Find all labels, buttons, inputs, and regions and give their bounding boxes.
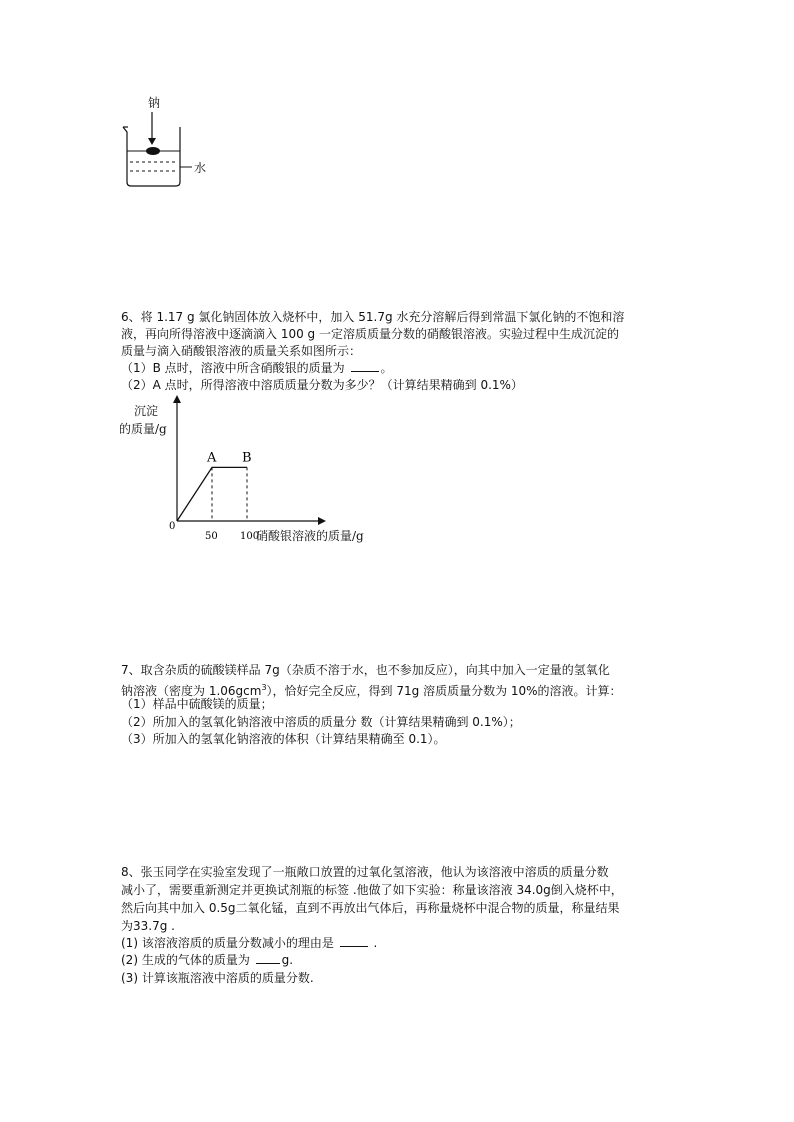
q8-line-4: 为33.7g . [121,919,175,933]
answer-blank[interactable] [351,360,379,372]
y-axis-label-line-1: 沉淀 [134,404,159,418]
x-axis-arrow [318,517,326,525]
y-axis-label-line-2: 的质量/g [119,422,167,436]
origin-label: 0 [169,521,176,532]
q8-sub-2-prefix: (2) 生成的气体的质量为 [121,953,254,967]
answer-blank[interactable] [340,935,368,947]
q8-sub-1 [121,935,377,952]
q6-sub-1-prefix: （1）B 点时，溶液中所含硝酸银的质量为 [121,361,349,375]
q8-line-2: 减小了，需要重新测定并更换试剂瓶的标签 .他做了如下实验：称量该溶液 34.0g倒入烧杯中， [121,883,623,897]
q8-sub-1-prefix: (1) 该溶液溶质的质量分数减小的理由是 [121,936,338,950]
beaker-drawing [118,94,218,194]
q7-line-2-suffix: ），恰好完全反应，得到 71g 溶质质量分数为 10%的溶液。计算： [266,684,622,698]
x-axis-label: 硝酸银溶液的质量/g [256,529,364,543]
x-tick-label: 100 [240,531,260,542]
q6-line-1: 6、将 1.17 g 氯化钠固体放入烧杯中，加入 51.7g 水充分溶解后得到常温下氯化钠的不饱和溶 [121,310,625,324]
q7-sub-3: （3）所加入的氢氧化钠溶液的体积（计算结果精确至 0.1）。 [121,732,446,746]
q7-line-2-sup: 3 [261,683,267,692]
q7-sub-1: （1）样品中硫酸镁的质量； [121,697,273,711]
q6-sub-1 [121,360,393,377]
precipitate-chart [110,392,410,552]
q7-line-1: 7、取含杂质的硫酸镁样品 7g（杂质不溶于水，也不参加反应），向其中加入一定量的氢氧化 [121,663,610,677]
sodium-label: 钠 [148,96,161,110]
q6-sub-1-suffix: 。 [380,361,393,375]
point-label-b: B [242,450,252,466]
q8-line-1: 8、张玉同学在实验室发现了一瓶敞口放置的过氧化氢溶液，他认为该溶液中溶质的质量分数 [121,865,609,879]
q8-sub-3: (3) 计算该瓶溶液中溶质的质量分数. [121,971,314,985]
q8-sub-2-suffix: g. [281,953,294,967]
water-label: 水 [194,161,207,175]
answer-blank[interactable] [256,952,280,964]
q7-sub-2: （2）所加入的氢氧化钠溶液中溶质的质量分 数（计算结果精确到 0.1%）； [121,715,521,729]
q6-line-3: 质量与滴入硝酸银溶液的质量关系如图所示： [121,344,362,358]
q8-line-3: 然后向其中加入 0.5g二氧化锰，直到不再放出气体后，再称量烧杯中混合物的质量，称量结果 [121,901,620,915]
x-tick-label: 50 [205,531,218,542]
point-label-a: A [207,450,217,466]
q7-line-2-prefix: 钠溶液（密度为 1.06gcm [121,684,262,698]
q6-line-2: 液，再向所得溶液中逐滴滴入 100 g 一定溶质质量分数的硝酸银溶液。实验过程中生成沉淀的 [121,327,619,341]
q8-sub-2 [121,952,293,969]
beaker-figure [118,94,218,194]
y-axis-arrow [173,395,181,403]
q8-sub-1-suffix: . [369,936,378,950]
q6-sub-2: （2）A 点时，所得溶液中溶质质量分数为多少？（计算结果精确到 0.1%） [121,378,523,392]
